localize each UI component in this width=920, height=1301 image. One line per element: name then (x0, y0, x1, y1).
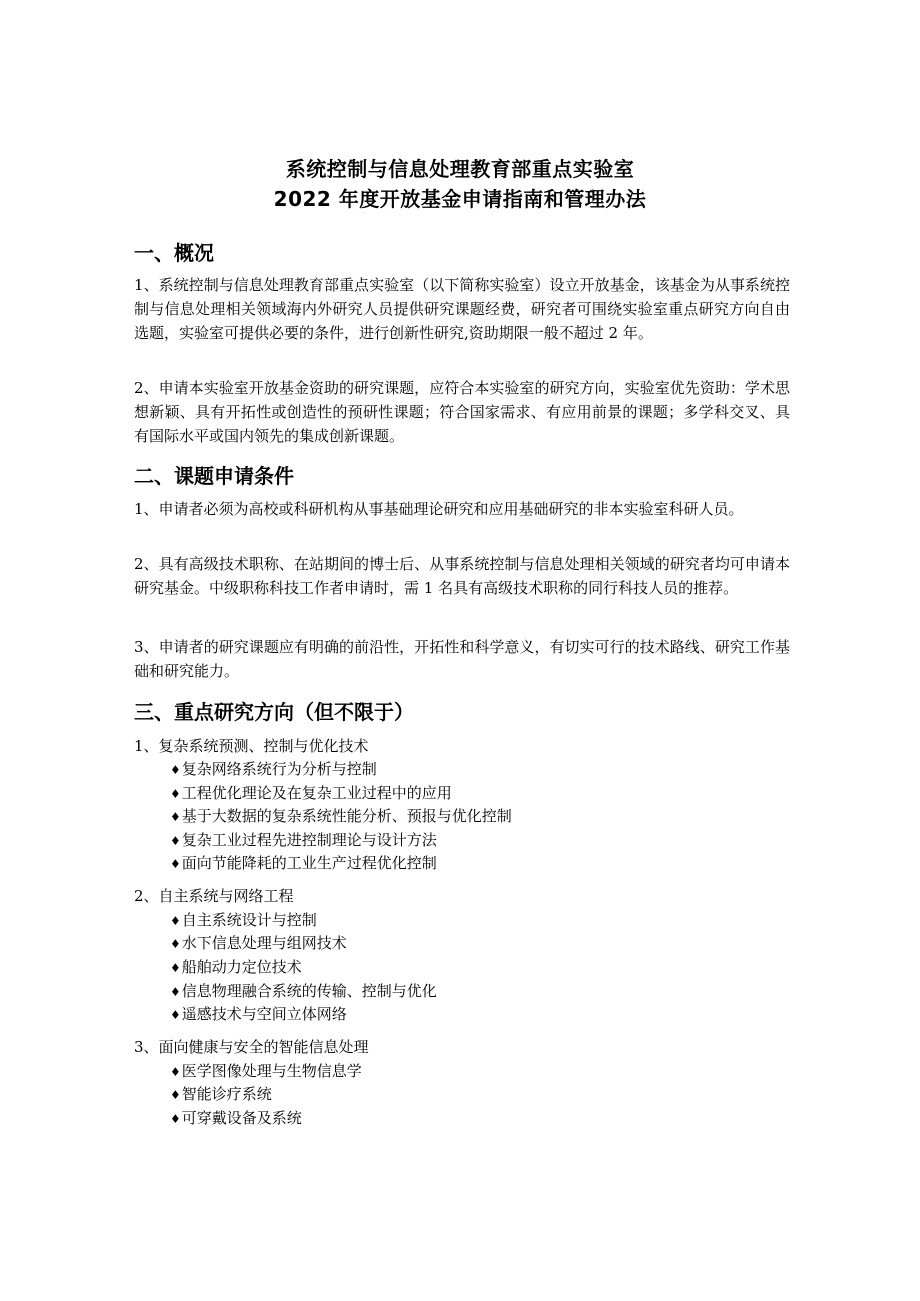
list-item: ♦复杂工业过程先进控制理论与设计方法 (170, 831, 437, 849)
diamond-bullet-icon: ♦ (170, 857, 181, 871)
document-title-line1: 系统控制与信息处理教育部重点实验室 (285, 157, 635, 181)
direction-label: 1、复杂系统预测、控制与优化技术 (134, 737, 369, 755)
list-item: ♦工程优化理论及在复杂工业过程中的应用 (170, 784, 452, 802)
list-item: ♦面向节能降耗的工业生产过程优化控制 (170, 854, 437, 872)
list-item: ♦医学图像处理与生物信息学 (170, 1062, 362, 1080)
list-item: ♦基于大数据的复杂系统性能分析、预报与优化控制 (170, 807, 512, 825)
paragraph: 1、系统控制与信息处理教育部重点实验室（以下简称实验室）设立开放基金，该基金为从事系统控制与信息处理相关领域海内外研究人员提供研究课题经费，研究者可围绕实验室重点研究方向自由选题，实验室可提供必要的条件，进行创新性研究,资助期限一般不超过 2 年。 (134, 276, 790, 342)
list-item: ♦水下信息处理与组网技术 (170, 934, 347, 952)
diamond-bullet-icon: ♦ (170, 763, 181, 777)
direction-label: 3、面向健康与安全的智能信息处理 (134, 1038, 369, 1056)
list-item: ♦船舶动力定位技术 (170, 958, 302, 976)
diamond-bullet-icon: ♦ (170, 914, 181, 928)
diamond-bullet-icon: ♦ (170, 1088, 181, 1102)
list-item: ♦遥感技术与空间立体网络 (170, 1005, 347, 1023)
document-title-line2: 2022 年度开放基金申请指南和管理办法 (273, 187, 647, 211)
section-heading-overview: 一、概况 (134, 241, 214, 265)
diamond-bullet-icon: ♦ (170, 1065, 181, 1079)
paragraph: 2、具有高级技术职称、在站期间的博士后、从事系统控制与信息处理相关领域的研究者均可申请本研究基金。中级职称科技工作者申请时，需 1 名具有高级技术职称的同行科技人员的推荐。 (134, 555, 790, 597)
diamond-bullet-icon: ♦ (170, 1112, 181, 1126)
paragraph: 3、申请者的研究课题应有明确的前沿性，开拓性和科学意义，有切实可行的技术路线、研究工作基础和研究能力。 (134, 638, 790, 680)
diamond-bullet-icon: ♦ (170, 834, 181, 848)
list-item: ♦信息物理融合系统的传输、控制与优化 (170, 982, 437, 1000)
paragraph: 2、申请本实验室开放基金资助的研究课题，应符合本实验室的研究方向，实验室优先资助：学术思想新颖、具有开拓性或创造性的预研性课题；符合国家需求、有应用前景的课题；多学科交叉、具有国际水平或国内领先的集成创新课题。 (134, 379, 790, 445)
diamond-bullet-icon: ♦ (170, 961, 181, 975)
list-item: ♦复杂网络系统行为分析与控制 (170, 760, 377, 778)
list-item: ♦自主系统设计与控制 (170, 911, 317, 929)
diamond-bullet-icon: ♦ (170, 937, 181, 951)
direction-label: 2、自主系统与网络工程 (134, 887, 294, 905)
paragraph: 1、申请者必须为高校或科研机构从事基础理论研究和应用基础研究的非本实验室科研人员。 (134, 500, 744, 518)
diamond-bullet-icon: ♦ (170, 985, 181, 999)
diamond-bullet-icon: ♦ (170, 787, 181, 801)
section-heading-research-directions: 三、重点研究方向（但不限于） (134, 700, 414, 724)
list-item: ♦智能诊疗系统 (170, 1085, 272, 1103)
section-heading-conditions: 二、课题申请条件 (134, 464, 294, 488)
list-item: ♦可穿戴设备及系统 (170, 1109, 302, 1127)
diamond-bullet-icon: ♦ (170, 1008, 181, 1022)
diamond-bullet-icon: ♦ (170, 810, 181, 824)
